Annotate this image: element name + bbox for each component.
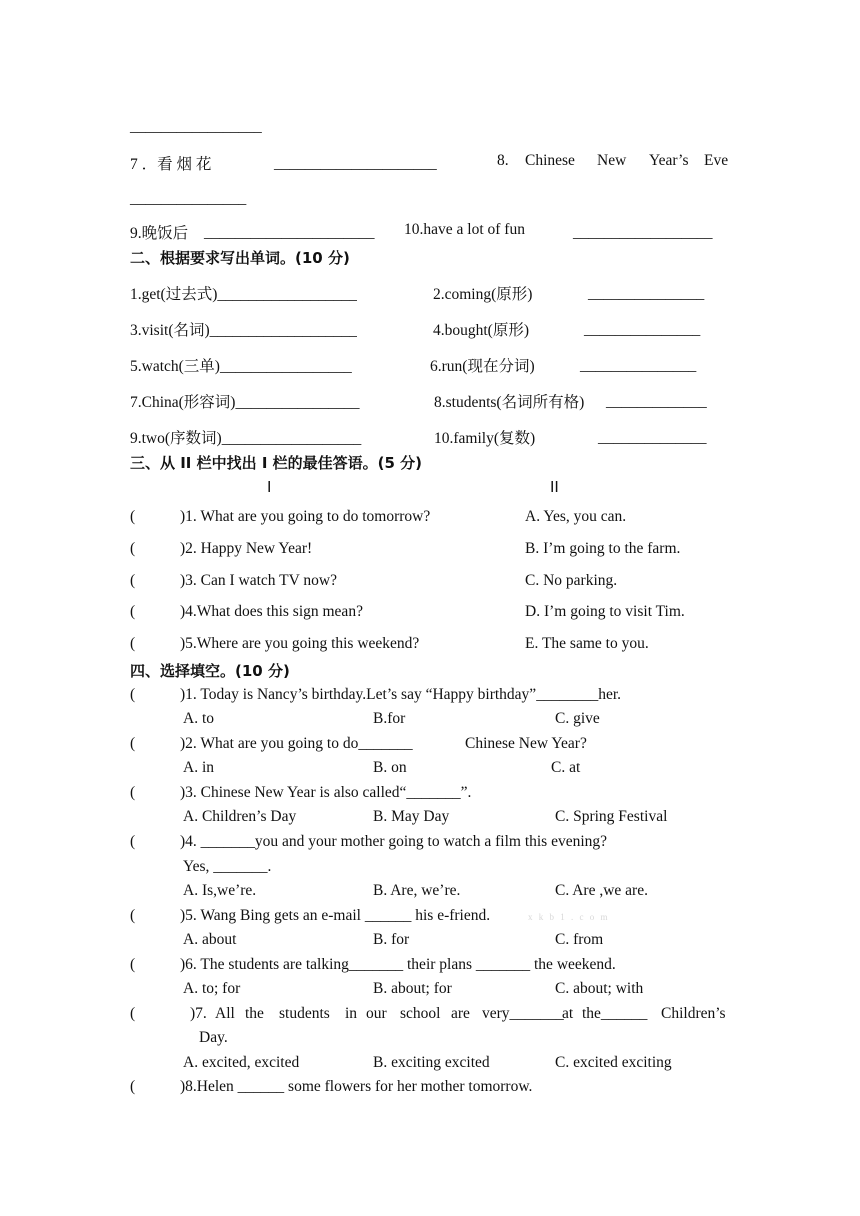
mc-question: )1. Today is Nancy’s birthday.Let’s say “Happy birthday”________her. <box>180 686 622 703</box>
answer-paren[interactable]: ( <box>130 508 136 525</box>
q7-word: All <box>215 1005 235 1022</box>
section-3-heading: 三、从 II 栏中找出 I 栏的最佳答语。(5 分) <box>130 454 423 472</box>
phrase-10-label: 10.have a lot of fun <box>404 221 525 238</box>
option-c: C. from <box>555 931 604 948</box>
mc-question: )3. Chinese New Year is also called“_______”. <box>180 784 472 801</box>
phrase-8-label: 8. <box>497 152 509 169</box>
phrase-10-blank: __________________ <box>573 224 713 241</box>
match-answer: A. Yes, you can. <box>525 508 627 525</box>
match-question: )2. Happy New Year! <box>180 540 313 557</box>
q7-word: at <box>562 1005 574 1022</box>
mc-question: )6. The students are talking_______ their plans _______ the weekend. <box>180 956 616 973</box>
watermark: x k b 1 . c o m <box>528 912 610 922</box>
phrase-8-word: Year’s <box>649 152 689 169</box>
phrase-8-blank: _______________ <box>130 190 247 207</box>
option-a: A. about <box>183 931 237 948</box>
option-c: C. excited exciting <box>555 1054 672 1071</box>
mc-question-cont: Yes, _______. <box>183 858 272 875</box>
answer-paren[interactable]: ( <box>130 1005 136 1022</box>
q7-word: )7. <box>190 1005 207 1022</box>
answer-paren[interactable]: ( <box>130 735 136 752</box>
answer-paren[interactable]: ( <box>130 540 136 557</box>
mc-question-cont: Chinese New Year? <box>465 735 587 752</box>
mc-question-cont: Day. <box>199 1029 228 1046</box>
option-a: A. Is,we’re. <box>183 882 257 899</box>
option-a: A. to; for <box>183 980 241 997</box>
match-answer: B. I’m going to the farm. <box>525 540 681 557</box>
word-item: 7.China(形容词)________________ <box>130 394 360 411</box>
answer-paren[interactable]: ( <box>130 1078 136 1095</box>
word-item: 2.coming(原形) <box>433 286 533 303</box>
match-question: )3. Can I watch TV now? <box>180 572 337 589</box>
match-question: )1. What are you going to do tomorrow? <box>180 508 431 525</box>
q7-word: in <box>345 1005 358 1022</box>
phrase-7-blank: _____________________ <box>274 155 437 172</box>
q7-word: school <box>400 1005 441 1022</box>
word-item-blank: _______________ <box>588 285 705 302</box>
column-1-header: I <box>267 478 272 496</box>
column-2-header: II <box>550 478 559 496</box>
word-item: 6.run(现在分词) <box>430 358 535 375</box>
word-item-blank: _______________ <box>584 321 701 338</box>
option-b: B. exciting excited <box>373 1054 490 1071</box>
word-item-blank: _______________ <box>580 357 697 374</box>
word-item: 8.students(名词所有格) <box>434 394 585 411</box>
answer-paren[interactable]: ( <box>130 686 136 703</box>
answer-paren[interactable]: ( <box>130 572 136 589</box>
section-4-heading: 四、选择填空。(10 分) <box>130 662 290 680</box>
q7-word: the <box>245 1005 264 1022</box>
section-2-heading: 二、根据要求写出单词。(10 分) <box>130 249 350 267</box>
option-a: A. excited, excited <box>183 1054 300 1071</box>
match-question: )4.What does this sign mean? <box>180 603 363 620</box>
q7-word: our <box>366 1005 387 1022</box>
option-c: C. at <box>551 759 581 776</box>
q7-word: very_______ <box>482 1005 564 1022</box>
answer-paren[interactable]: ( <box>130 635 136 652</box>
word-item-blank: ______________ <box>598 429 707 446</box>
top-answer-blank: _________________ <box>130 118 262 135</box>
word-item: 5.watch(三单)_________________ <box>130 358 352 375</box>
word-item: 3.visit(名词)___________________ <box>130 322 357 339</box>
phrase-8-word: Eve <box>704 152 729 169</box>
match-answer: D. I’m going to visit Tim. <box>525 603 685 620</box>
match-question: )5.Where are you going this weekend? <box>180 635 420 652</box>
option-c: C. about; with <box>555 980 644 997</box>
phrase-9-blank: ______________________ <box>204 224 375 241</box>
option-c: C. Spring Festival <box>555 808 668 825</box>
answer-paren[interactable]: ( <box>130 833 136 850</box>
option-c: C. Are ,we are. <box>555 882 648 899</box>
q7-word: are <box>451 1005 470 1022</box>
option-b: B. Are, we’re. <box>373 882 461 899</box>
phrase-9-label: 9.晚饭后 <box>130 225 189 242</box>
match-answer: C. No parking. <box>525 572 618 589</box>
phrase-8-word: Chinese <box>525 152 575 169</box>
option-a: A. in <box>183 759 214 776</box>
option-c: C. give <box>555 710 600 727</box>
mc-question: )5. Wang Bing gets an e-mail ______ his e-friend. <box>180 907 491 924</box>
match-answer: E. The same to you. <box>525 635 649 652</box>
q7-word: Children’s <box>661 1005 726 1022</box>
answer-paren[interactable]: ( <box>130 603 136 620</box>
phrase-7-label: 7 ．看 烟 花 <box>130 156 212 173</box>
word-item: 10.family(复数) <box>434 430 536 447</box>
option-b: B.for <box>373 710 406 727</box>
word-item: 1.get(过去式)__________________ <box>130 286 357 303</box>
word-item: 4.bought(原形) <box>433 322 530 339</box>
word-item-blank: _____________ <box>606 393 707 410</box>
option-b: B. on <box>373 759 407 776</box>
option-b: B. May Day <box>373 808 450 825</box>
answer-paren[interactable]: ( <box>130 907 136 924</box>
mc-question: )4. _______you and your mother going to watch a film this evening? <box>180 833 608 850</box>
answer-paren[interactable]: ( <box>130 784 136 801</box>
mc-question: )8.Helen ______ some flowers for her mother tomorrow. <box>180 1078 533 1095</box>
word-item: 9.two(序数词)__________________ <box>130 430 362 447</box>
option-b: B. for <box>373 931 410 948</box>
q7-word: the______ <box>582 1005 648 1022</box>
option-a: A. to <box>183 710 214 727</box>
option-b: B. about; for <box>373 980 452 997</box>
q7-word: students <box>279 1005 330 1022</box>
option-a: A. Children’s Day <box>183 808 297 825</box>
phrase-8-word: New <box>597 152 627 169</box>
answer-paren[interactable]: ( <box>130 956 136 973</box>
mc-question: )2. What are you going to do_______ <box>180 735 413 752</box>
